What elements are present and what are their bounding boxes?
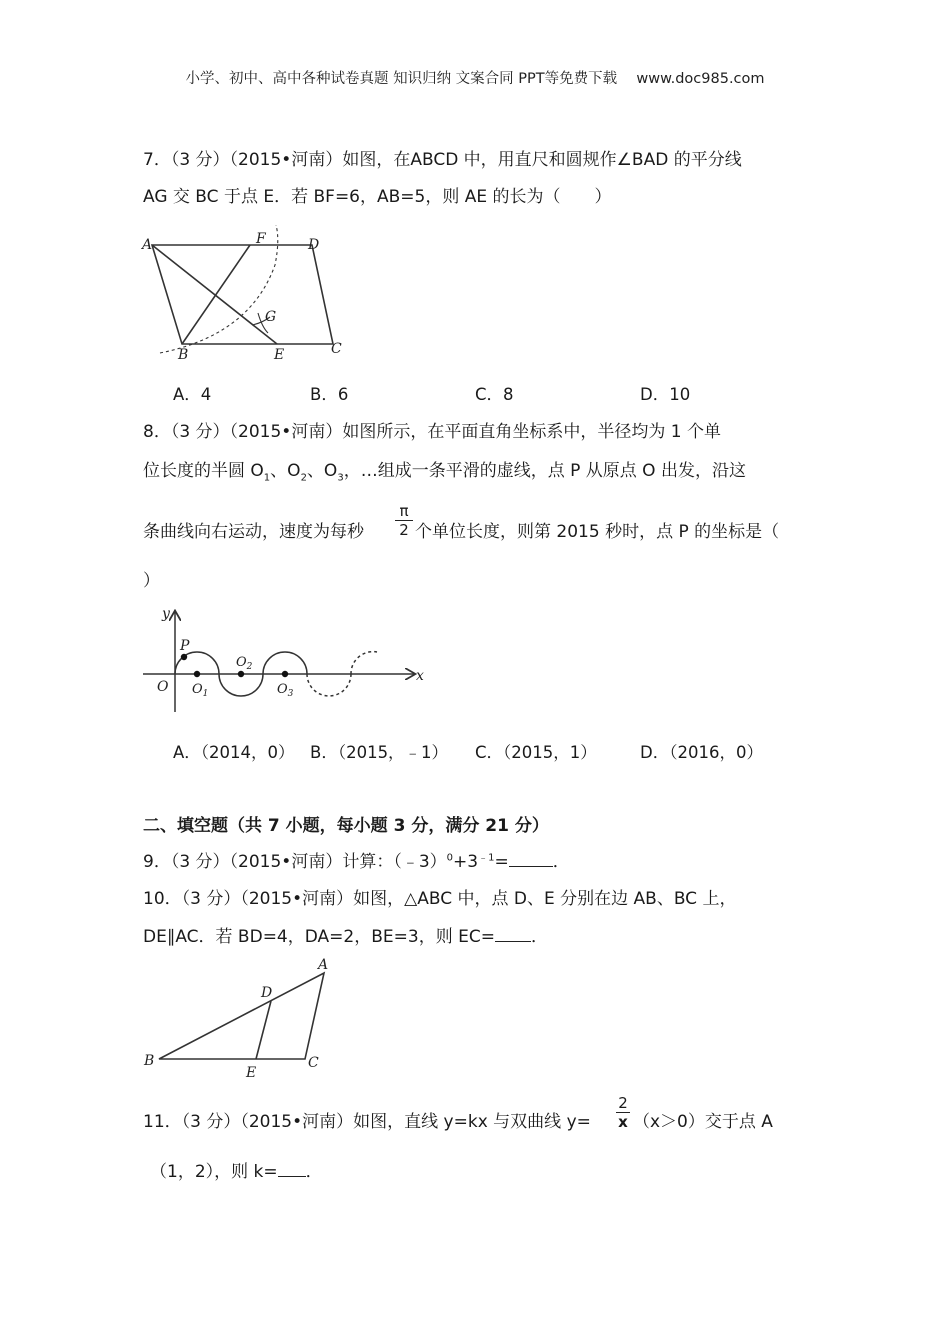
q9-text: 9．（3 分）（2015•河南）计算：$(﹣3)^0+3^{﹣1}=$ ． (143, 852, 570, 872)
label-f: F (256, 231, 266, 247)
point-p (181, 654, 187, 660)
segment-bf (182, 245, 250, 344)
q7-line1: 7．（3 分）（2015•河南）如图，在ABCD 中，用直尺和圆规作∠BAD 的平分线 (143, 150, 742, 170)
q7-option-a: A．4 (173, 385, 212, 404)
label-x: x (416, 668, 424, 684)
label-c: C (331, 341, 342, 357)
point-o1 (194, 671, 200, 677)
q8-line3b: 个单位长度，则第 2015 秒时，点 P 的坐标是（ (415, 522, 780, 542)
q11-answer-blank[interactable] (278, 1161, 306, 1177)
point-o2 (238, 671, 244, 677)
triangle-abc (159, 973, 324, 1059)
q8-line4: ） (143, 571, 160, 591)
semicircle-dashed-1 (307, 674, 351, 696)
q7-option-b: B．6 (310, 385, 349, 404)
header-text: 小学、初中、高中各种试卷真题 知识归纳 文案合同 PPT等免费下载 (185, 71, 618, 87)
q8-line1: 8．（3 分）（2015•河南）如图所示，在平面直角坐标系中，半径均为 1 个单 (143, 422, 721, 442)
parallelogram-abcd (152, 245, 333, 344)
semicircle-o2 (219, 674, 263, 696)
label-o2: $O_2$ (236, 655, 253, 672)
q8-option-d: D．（2016，0） (640, 743, 763, 762)
q7-line2: AG 交 BC 于点 E．若 BF=6，AB=5，则 AE 的长为（ ） (143, 187, 612, 207)
semicircle-o3 (263, 652, 307, 674)
label-p: P (180, 638, 190, 654)
q7-option-d: D．10 (640, 385, 691, 404)
page-header (0, 67, 950, 88)
label-d: D (308, 237, 320, 253)
segment-de (256, 1001, 271, 1059)
q10-line1: 10．（3 分）（2015•河南）如图，△ABC 中，点 D、E 分别在边 AB、BC 上， (143, 889, 737, 909)
semicircle-dashed-2 (351, 652, 377, 674)
label-e: E (246, 1065, 257, 1081)
label-e: E (274, 347, 285, 363)
q8-fraction-pi-over-2: π 2 (395, 503, 413, 538)
q8-option-c: C．（2015，1） (475, 743, 597, 762)
q8-option-b: B．（2015，﹣1） (310, 743, 449, 762)
label-b: B (144, 1053, 155, 1069)
label-b: B (178, 347, 189, 363)
q11-line1b: （x＞0）交于点 A (633, 1112, 773, 1132)
q8-line2: 位长度的半圆 $O_1$、$O_2$、$O_3$，…组成一条平滑的虚线，点 P 从原点 O 出发，沿这 (143, 461, 746, 484)
q11-fraction-2-over-x: 2 x (616, 1095, 630, 1130)
q11-line2: （1，2），则 k= ． (150, 1162, 323, 1182)
q7-option-c: C．8 (475, 385, 514, 404)
q8-figure-semicircles (140, 600, 440, 720)
header-url[interactable]: www.doc985.com (636, 71, 765, 87)
q10-figure-triangle (140, 953, 340, 1081)
point-o3 (282, 671, 288, 677)
q10-answer-blank[interactable] (495, 926, 531, 942)
label-o3: $O_3$ (277, 682, 294, 699)
q8-line3a: 条曲线向右运动，速度为每秒 (143, 522, 364, 542)
label-c: C (308, 1055, 319, 1071)
label-a: A (142, 237, 153, 253)
q7-figure-parallelogram (140, 225, 370, 365)
label-d: D (261, 985, 273, 1001)
section-title: 二、填空题（共 7 小题，每小题 3 分，满分 21 分） (143, 816, 549, 836)
label-o1: $O_1$ (192, 682, 209, 699)
q11-line1a: 11．（3 分）（2015•河南）如图，直线 y=kx 与双曲线 y= (143, 1112, 591, 1132)
segment-ae (152, 245, 277, 344)
q8-option-a: A．（2014，0） (173, 743, 295, 762)
q10-line2: DE∥AC．若 BD=4，DA=2，BE=3，则 EC= ． (143, 927, 548, 947)
label-g: G (265, 309, 277, 325)
label-origin: O (157, 679, 169, 695)
label-y: y (162, 606, 170, 622)
label-a: A (318, 957, 329, 973)
q9-answer-blank[interactable] (509, 851, 553, 867)
